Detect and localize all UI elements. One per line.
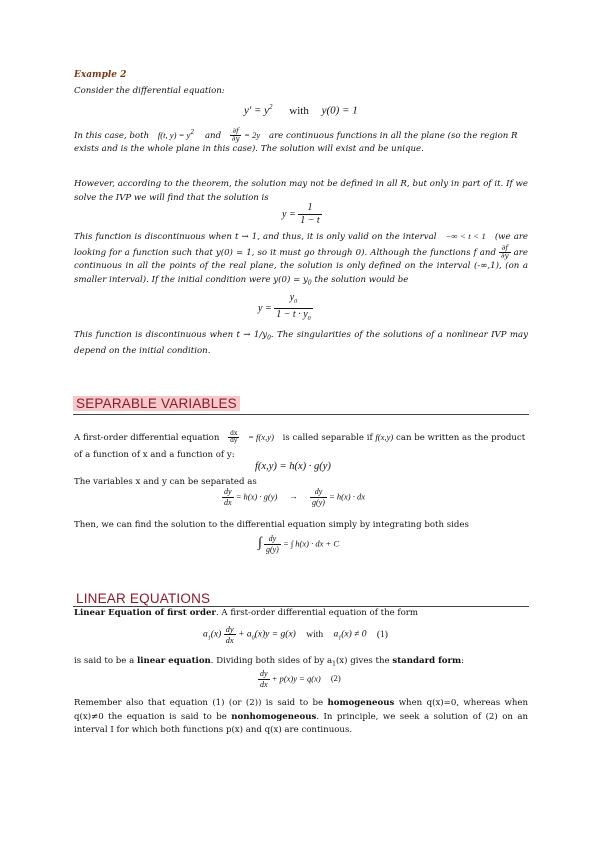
section-rule-separable: [73, 414, 529, 415]
int-sign: ∫: [258, 535, 262, 551]
eq1-with: with: [306, 629, 324, 640]
sol-lhs: y =: [282, 208, 296, 220]
p4-b: . The singularities of the solutions of a nonlinear IVP may depend on the initial condition.: [74, 330, 528, 357]
sol2-num: y: [289, 292, 295, 303]
sep-dydx-num: dx: [230, 430, 238, 437]
int-rhs: = ∫ h(x) · dx + C: [282, 538, 340, 549]
example-intro: Consider the differential equation:: [74, 86, 225, 96]
int-frac: [264, 534, 281, 555]
lin-p2-bold2: standard form: [392, 656, 462, 666]
integral-equation: [258, 534, 339, 555]
eq1-mid: + a: [238, 629, 252, 640]
paragraph-separate: The variables x and y can be separated as: [74, 477, 257, 487]
linear-def-bold: Linear Equation of first order: [74, 608, 216, 618]
section-title-separable: SEPARABLE VARIABLES: [73, 396, 240, 411]
lin-p2-bold: linear equation: [136, 656, 211, 666]
p1-partial-den: ∂y: [231, 134, 240, 143]
sol2-lhs: y =: [258, 302, 272, 314]
paragraph-integrate: Then, we can find the solution to the differential equation simply by integrating both sides: [74, 520, 469, 530]
sep-right-den: g(y): [312, 498, 325, 507]
sol-den: 1 − t: [300, 215, 320, 226]
eq1-a1: a: [203, 629, 208, 640]
lin-p3-bold2: nonhomogeneous: [231, 711, 317, 722]
ode-lhs: y' = y: [244, 104, 270, 117]
lin-p2-d: :: [461, 656, 465, 666]
sep-left-den: dx: [224, 498, 232, 507]
solution-equation: [282, 202, 322, 227]
sep-left-rhs: = h(x) · g(y): [235, 491, 278, 502]
p3-interval: −∞ < t < 1: [445, 231, 486, 241]
section-title-linear: LINEAR EQUATIONS: [76, 591, 211, 606]
lin-p2-c: (x) gives the: [335, 656, 390, 666]
sep-p1-a: A first-order differential equation: [74, 433, 220, 443]
product-equation: f(x,y) = h(x) · g(y): [255, 461, 331, 472]
p3-partial-num: ∂f: [499, 245, 511, 253]
p1-partial-num: ∂f: [230, 128, 242, 136]
paragraph-theorem: However, according to the theorem, the solution may not be defined in all R, but only in part of it. If we solve the IVP we will find that the solution is: [74, 179, 528, 203]
ode-lhs-exp: 2: [269, 103, 273, 111]
example-heading: Example 2: [74, 70, 127, 80]
sep-p1-b: is called separable if: [282, 433, 373, 443]
eq1-a1-sub: 1: [207, 635, 211, 642]
p1-partial: [230, 128, 242, 143]
p1-line2: exists and is the whole plane in this case). The solution will exist and be unique.: [74, 144, 424, 155]
solution2-equation: [258, 292, 313, 325]
lin-p3-b: when q(x)=0, whereas when q(x)≠0 the equation is said to be: [74, 698, 529, 722]
eq1-frac: [224, 624, 236, 645]
sep-dydx-den: dy: [230, 437, 238, 444]
separation-equation: [222, 487, 365, 508]
p1-f: f(t, y) = y: [157, 129, 191, 140]
lin-p2-sub: 1: [332, 660, 336, 668]
paragraph-singularities: [74, 329, 528, 359]
sep-arrow: →: [289, 491, 298, 502]
sol-frac: [298, 202, 322, 227]
sep-right-num: dy: [310, 487, 327, 498]
linear-def-rest: . A first-order differential equation of the form: [215, 608, 419, 618]
p1-f-exp: 2: [190, 129, 195, 136]
linear-equation-1: [203, 624, 388, 645]
lin-p3-bold: homogeneous: [327, 698, 395, 708]
sol2-den-wrap: [274, 309, 312, 325]
p1-deriv: = 2y: [244, 129, 261, 140]
p1-rest: are continuous functions in all the plane (so the region R: [268, 130, 518, 141]
paragraph-homogeneous: [74, 697, 528, 738]
eq1-a0-sub: 0: [251, 635, 255, 642]
lin-p3-c: . In principle, we seek a solution of (2) on an interval I for which both functions p(x) and q(x) are continuous.: [74, 711, 529, 735]
p3-sub: 0: [307, 279, 312, 287]
sep-right-frac: [310, 487, 327, 508]
p3-partial-den: ∂y: [501, 251, 509, 260]
eq1-frac-num: dy: [225, 624, 234, 634]
lin-p2-b: . Dividing both sides of by a: [210, 656, 333, 666]
sep-left-frac: [222, 487, 234, 508]
paragraph-linear-def: [74, 607, 418, 621]
eq1-x: (x): [210, 629, 222, 640]
paragraph-separable-def: [74, 429, 528, 464]
p4-sub: 0: [267, 334, 271, 342]
sep-left-num: dy: [224, 487, 232, 496]
int-num: dy: [264, 534, 281, 545]
p4-a: This function is discontinuous when t → 1/y: [74, 330, 268, 340]
lin-p2-a: is said to be a: [74, 656, 135, 666]
eq1-cond-tail: (x) ≠ 0: [341, 629, 367, 640]
p3-partial: [499, 245, 511, 260]
sol2-den: 1 − t · y: [276, 309, 308, 320]
sep-p1-line2: of a function of x and a function of y:: [74, 450, 235, 460]
eq1-tail: (x)y = g(x): [254, 629, 296, 640]
ode-equation: [244, 103, 358, 117]
p1-start: In this case, both: [74, 130, 150, 141]
std-den: dx: [260, 680, 268, 689]
p3-c: are continuous in all the points of the real plane, the solution is only defined on the interval (-∞,1), (on a smaller interval). If the initial condition were y(0) = y: [74, 247, 528, 285]
p3-d: the solution would be: [311, 274, 409, 285]
eq1-cond: a: [333, 629, 339, 640]
sep-dydx: [228, 431, 239, 444]
lin-p3-a: Remember also that equation (1) (or (2)) is said to be: [74, 698, 324, 708]
paragraph-continuity: [74, 126, 528, 157]
std-label: (2): [330, 673, 341, 684]
eq1-cond-sub: 1: [338, 635, 342, 642]
eq1-label: (1): [376, 629, 388, 640]
std-frac: [258, 669, 270, 690]
p1-and: and: [204, 130, 222, 141]
paragraph-discontinuous: [74, 230, 528, 290]
sep-right-rhs: = h(x) · dx: [329, 491, 366, 502]
ode-with: with: [289, 104, 309, 117]
std-rest: + p(x)y = q(x): [271, 673, 321, 684]
sep-p1-f: f(x,y): [375, 432, 394, 442]
p3-b: (we are looking for a function such that y(0) = 1, so it must go through 0). Although the functions f and: [74, 232, 529, 258]
sol2-den-sub: 0: [307, 316, 311, 322]
ode-ic: y(0) = 1: [321, 104, 358, 117]
int-den: g(y): [265, 545, 279, 554]
sol2-num-sub: 0: [294, 299, 298, 305]
p3-a: This function is discontinuous when t → 1, and thus, it is only valid on the interval: [74, 232, 437, 242]
sep-p1-eq: = f(x,y): [248, 432, 274, 442]
sol2-frac: [274, 292, 312, 325]
sep-p1-c: can be written as the product: [396, 433, 526, 443]
standard-form-equation: [258, 669, 341, 690]
std-num: dy: [260, 669, 268, 678]
sol2-num-wrap: [274, 292, 312, 309]
sol-num: 1: [298, 202, 322, 215]
eq1-frac-den: dx: [225, 635, 234, 645]
